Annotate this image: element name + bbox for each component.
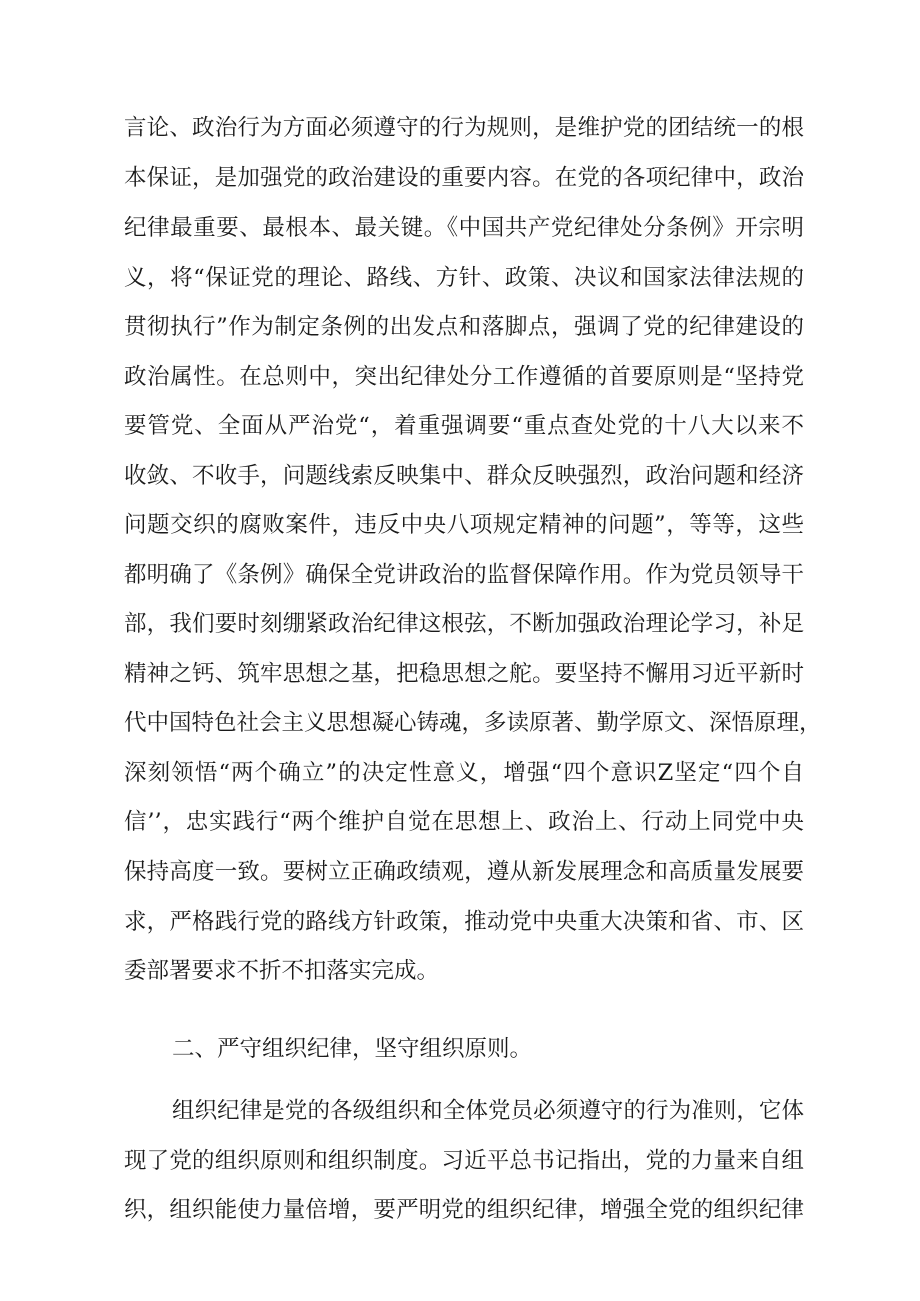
paragraph-line: 政治属性。在总则中，突出纪律处分工作遵循的首要原则是“坚持党 <box>124 364 804 390</box>
paragraph-line: 要管党、全面从严治党“，着重强调要“重点查处党的十八大以来不 <box>124 413 804 439</box>
paragraph-line: 收敛、不收手，问题线索反映集中、群众反映强烈，政治问题和经济 <box>124 463 804 489</box>
paragraph-line: 深刻领悟“两个确立”的决定性意义，增强“四个意识Z坚定“四个自 <box>124 760 804 786</box>
paragraph-line: 组织纪律是党的各级组织和全体党员必须遵守的行为准则，它体 <box>172 1098 804 1124</box>
paragraph-line: 现了党的组织原则和组织制度。习近平总书记指出，党的力量来自组 <box>124 1148 804 1174</box>
paragraph-line: 保持高度一致。要树立正确政绩观，遵从新发展理念和高质量发展要 <box>124 859 804 885</box>
paragraph-line: 问题交织的腐败案件，违反中央八项规定精神的问题”，等等，这些 <box>124 512 804 538</box>
paragraph-line: 委部署要求不折不扣落实完成。 <box>124 958 440 984</box>
paragraph-line: 部，我们要时刻绷紧政治纪律这根弦，不断加强政治理论学习，补足 <box>124 611 804 637</box>
paragraph-line: 纪律最重要、最根本、最关键。《中国共产党纪律处分条例》开宗明 <box>124 215 804 241</box>
paragraph-line: 织，组织能使力量倍增，要严明党的组织纪律，增强全党的组织纪律 <box>124 1197 804 1223</box>
section-heading: 二、严守组织纪律，坚守组织原则。 <box>172 1036 533 1062</box>
paragraph-line: 义，将“保证党的理论、路线、方针、政策、决议和国家法律法规的 <box>124 265 804 291</box>
paragraph-line: 求，严格践行党的路线方针政策，推动党中央重大决策和省、市、区 <box>124 909 804 935</box>
paragraph-line: 言论、政治行为方面必须遵守的行为规则，是维护党的团结统一的根 <box>124 115 804 141</box>
paragraph-line: 本保证，是加强党的政治建设的重要内容。在党的各项纪律中，政治 <box>124 165 804 191</box>
paragraph-line: 代中国特色社会主义思想凝心铸魂，多读原著、勤学原文、深悟原理， <box>124 710 822 736</box>
paragraph-line: 都明确了《条例》确保全党讲政治的监督保障作用。作为党员领导干 <box>124 562 804 588</box>
paragraph-line: 信’’，忠实践行“两个维护自觉在思想上、政治上、行动上同党中央 <box>124 809 804 835</box>
paragraph-line: 贯彻执行”作为制定条例的出发点和落脚点，强调了党的纪律建设的 <box>124 314 804 340</box>
paragraph-line: 精神之钙、筑牢思想之基，把稳思想之舵。要坚持不懈用习近平新时 <box>124 661 804 687</box>
